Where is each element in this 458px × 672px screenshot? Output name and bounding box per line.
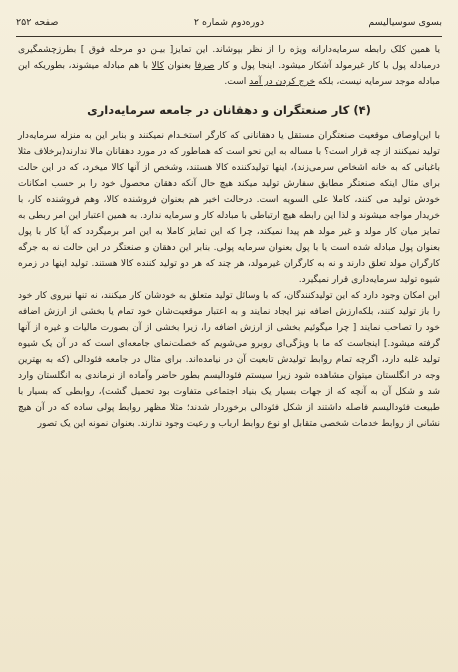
paragraph-2-line: مولد هم پیدا نمیکند، چرا که این تمایز کاملا به این امر برمیگردد که آیا — [60, 227, 336, 237]
paragraph-3-line: متقابل او نوع روابط ارباب و رعیت وجود ندارند. بعنوان نمونه این یک تصور — [37, 419, 318, 429]
header-page-number: صفحه‌ ۲۵۲ — [16, 16, 59, 28]
underlined-text: خرج کردن در آمد — [249, 77, 316, 87]
paragraph-2-line: کار با پول بعنوان پول مبادله شده است یا با پول بعنوان سرمایه پولی. بنابر — [18, 227, 440, 253]
paragraph-3-line: به خودشان کار میکنند، نه تنها نیروی کار خود را باز تولید کنند، بلکه‌ارزش — [18, 291, 440, 317]
paragraph-2-line: و سرمایه ندارد. به همین اعتبار این امر ربطی به تمایز میان کار مولد و غیر — [18, 211, 440, 237]
paragraph-2-line: کاملا علی السویه است. درحالت اخیر هم بعنوان فروشنده کالا، وهم فروشنده — [46, 195, 351, 205]
paragraph-3-line: مثلا مظهر روابط پولی ساده که در آن هیچ نشانی از روابط خدمات شخصی — [18, 403, 440, 429]
paragraph-2-line: اینها در زمره شیوه تولید سرمایه‌داری قرار نمیگیرد. — [18, 259, 440, 285]
section-heading: (۴) کار صنعتگران و دهقانان در جامعه سرمایه‌داری — [87, 103, 371, 117]
paragraph-3 — [18, 288, 440, 432]
paragraph-2-line: با مساله به این نحو است که هماطور که در مورد دهقانان مالا ندارند(برخلاف — [34, 147, 322, 157]
paragraph-2-line: با این‌اوصاف موقعیت صنعتگران مستقل یا دهقانانی که کارگر استخـدام — [167, 131, 440, 141]
underlined-text: کالا — [151, 61, 164, 71]
paragraph-2-line: نه به کارگران غیرمولد، هر چند که هر دو تولید کننده کالا هستند. تولید — [70, 259, 336, 269]
paragraph-3-line: فئودالی (که به بهترین وجه در انگلستان میتوان مشاهده شود زیرا سیستم — [18, 355, 440, 381]
paragraph-2-line: از آنها کالا میخرد، که در این حالت برای مثال اینکه صنعتگر مطابق سفارش تولید — [18, 163, 440, 189]
paragraph-3-line: اضافه خود را تصاحب نمایند [ چرا میگوئیم بخشی از ارزش اضافه را، زیرا بخشی — [18, 307, 440, 333]
paragraph-3-line: اگرچه تمام روابط تولیدش تابعیت آن در نیامده‌اند. برای مثال در جامعه — [105, 355, 378, 365]
paragraph-2-line: میکند هیچ حال آنکه دهقان محصول خود را بر حسب امکانات خودش تولید می کنند، — [18, 179, 440, 205]
paragraph-3-line: بسیار با طبیعت فئودالیسم فاصله داشتند از شکل فئودالی برخوردار شدند؛ — [18, 387, 440, 413]
paragraph-3-line: از آن بصورت مالیات و غیره از آنها گرفته میشود.] اینجاست که ما با ویژگی‌ای — [18, 323, 440, 349]
header-book-title: بسوی سوسیالیسم — [368, 16, 442, 28]
paragraph-1 — [18, 42, 440, 90]
header-volume-issue: دوره‌دوم شماره ۲ — [193, 16, 265, 28]
paragraph-1-line-4: سرمایه نیست، بلکه خرج کردن در آمد است. — [224, 77, 393, 87]
paragraph-3-line: این امکان وجود دارد که این تولیدکنندگان، که با وسائل تولید متعلق — [189, 291, 440, 301]
paragraph-3-line: فئودالیسم بطور حاضر وآماده از نرماندی به انگلستان وارد شد و شکل آن به — [18, 371, 440, 397]
paragraph-3-line: اضافه نیز ایجاد نمایند و به اعتبار موقعیت‌شان خود تمام یا بخشی از ارزش — [43, 307, 332, 317]
paragraph-1-line-3: پول و کار صرفا بعنوان کالا با هم مبادله میشوند، بطوریکه این مبادله موجد — [18, 61, 440, 87]
paragraph-1-line-1: یا همین کلک رابطه سرمایه‌دارانه ویژه را از نظر بپوشاند. این تمایز[ بیـن — [150, 45, 440, 55]
paragraph-2 — [18, 128, 440, 288]
underlined-text: صرفا — [194, 61, 215, 71]
paragraph-2-line: مثلا باغبانی که به خانه اشخاص سرمی‌زند)، اینها تولیدکننده کالا هستند، وشخص — [18, 147, 440, 173]
paragraph-1-line-2: دو مرحله‌ فوق ] بطرزچشمگیری درمبادله‌ پول با کار غیرمولد آشکار میشود. اینجا — [18, 45, 440, 71]
header-rule — [16, 36, 442, 37]
paragraph-3-line: آنچه که از جهات بسیار یک بنیاد اجتماعی متفاوت بود تحمیل گشت)، روابطی که — [52, 387, 367, 397]
paragraph-2-line: کار، با خریدار مواجه میشوند و لذا این رابطه هیچ ارتباطی با مبادله کار — [18, 195, 440, 221]
paragraph-2-line: نمیکنند و بنابر این به منزله سرمایه‌دار تولید نمیکنند از چه قرار است؟ — [18, 131, 440, 157]
page-body — [18, 42, 440, 668]
paragraph-3-line: روبرو می‌شویم که خصلت‌نمای جامعه‌ای است که در آن یک شیوه تولید غلبه دارد، — [18, 339, 440, 365]
running-header — [16, 10, 442, 34]
paragraph-2-line: این دهقان و صنعتگر در این حالت نه به جرگه کارگران مولد تعلق دارند و — [18, 243, 440, 269]
